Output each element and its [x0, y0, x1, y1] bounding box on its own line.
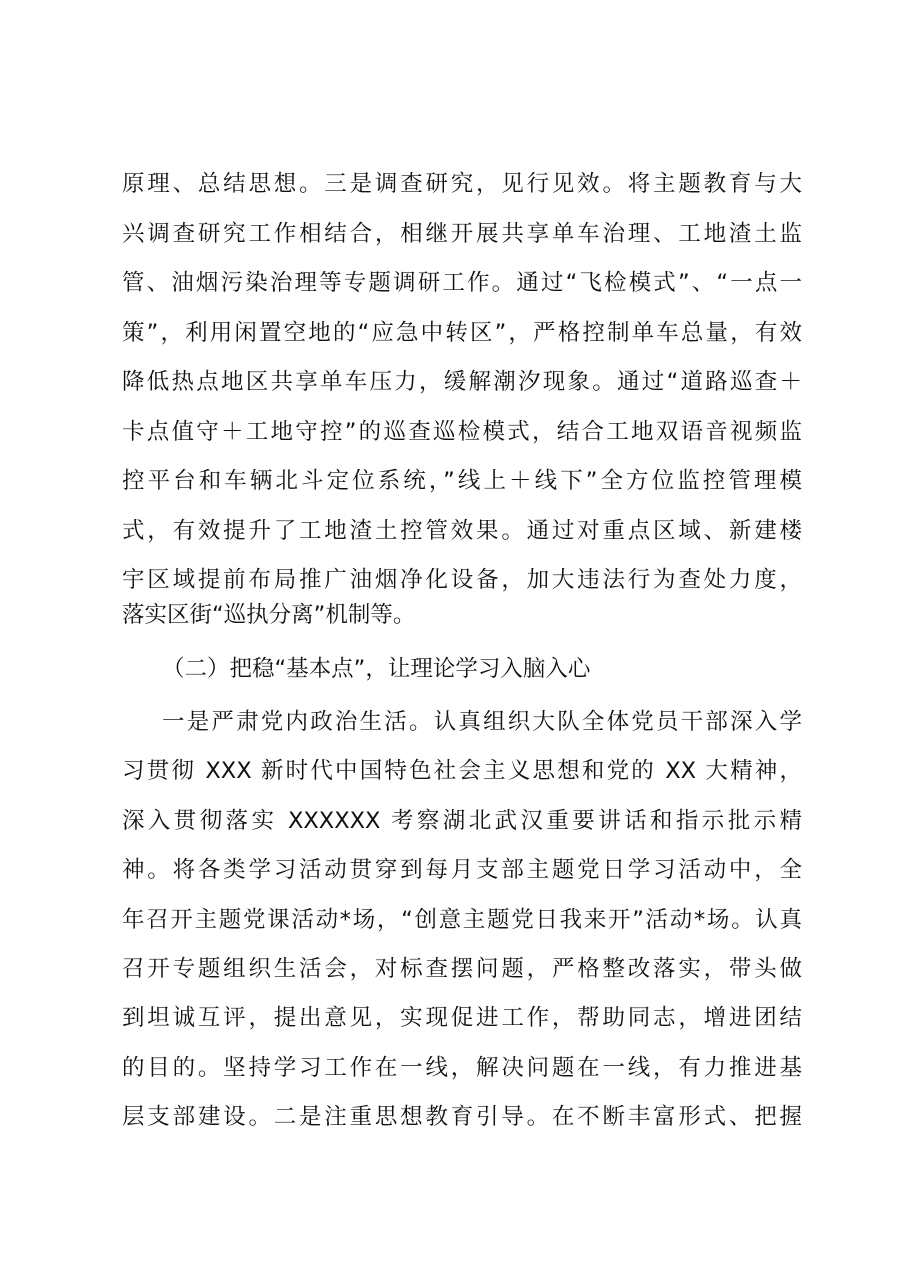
paragraph-line: 降低热点地区共享单车压力，缓解潮汐现象。通过“道路巡查＋ — [122, 369, 802, 395]
paragraph-line: 年召开主题党课活动*场，“创意主题党日我来开”活动*场。认真 — [122, 907, 802, 933]
paragraph-line: 的目的。坚持学习工作在一线，解决问题在一线，有力推进基 — [122, 1055, 802, 1081]
paragraph-line: 到坦诚互评，提出意见，实现促进工作，帮助同志，增进团结 — [122, 1005, 802, 1031]
paragraph-line: 式，有效提升了工地渣土控管效果。通过对重点区域、新建楼 — [122, 518, 802, 544]
paragraph-line: 习贯彻 XXX 新时代中国特色社会主义思想和党的 XX 大精神， — [122, 758, 802, 784]
paragraph-line: 深入贯彻落实 XXXXXX 考察湖北武汉重要讲话和指示批示精 — [122, 808, 802, 834]
paragraph-line: 层支部建设。二是注重思想教育引导。在不断丰富形式、把握 — [122, 1104, 802, 1130]
paragraph-line: 宇区域提前布局推广油烟净化设备，加大违法行为查处力度， — [122, 567, 802, 593]
paragraph-line: 一是严肃党内政治生活。认真组织大队全体党员干部深入学 — [162, 709, 802, 735]
paragraph-line: 原理、总结思想。三是调查研究，见行见效。将主题教育与大 — [122, 171, 802, 197]
paragraph-line: 兴调查研究工作相结合，相继开展共享单车治理、工地渣土监 — [122, 221, 802, 247]
paragraph-line: 策”，利用闲置空地的“应急中转区”，严格控制单车总量，有效 — [122, 320, 802, 346]
section-heading: （二）把稳“基本点”，让理论学习入脑入心 — [162, 656, 591, 682]
paragraph-line: 召开专题组织生活会，对标查摆问题，严格整改落实，带头做 — [122, 956, 802, 982]
paragraph-line: 控平台和车辆北斗定位系统，”线上＋线下”全方位监控管理模 — [122, 468, 802, 494]
paragraph-line: 卡点值守＋工地守控”的巡查巡检模式，结合工地双语音视频监 — [122, 419, 802, 445]
paragraph-line: 神。将各类学习活动贯穿到每月支部主题党日学习活动中，全 — [122, 857, 802, 883]
paragraph-line: 落实区街“巡执分离”机制等。 — [122, 602, 416, 628]
paragraph-line: 管、油烟污染治理等专题调研工作。通过“飞检模式”、“一点一 — [122, 270, 802, 296]
